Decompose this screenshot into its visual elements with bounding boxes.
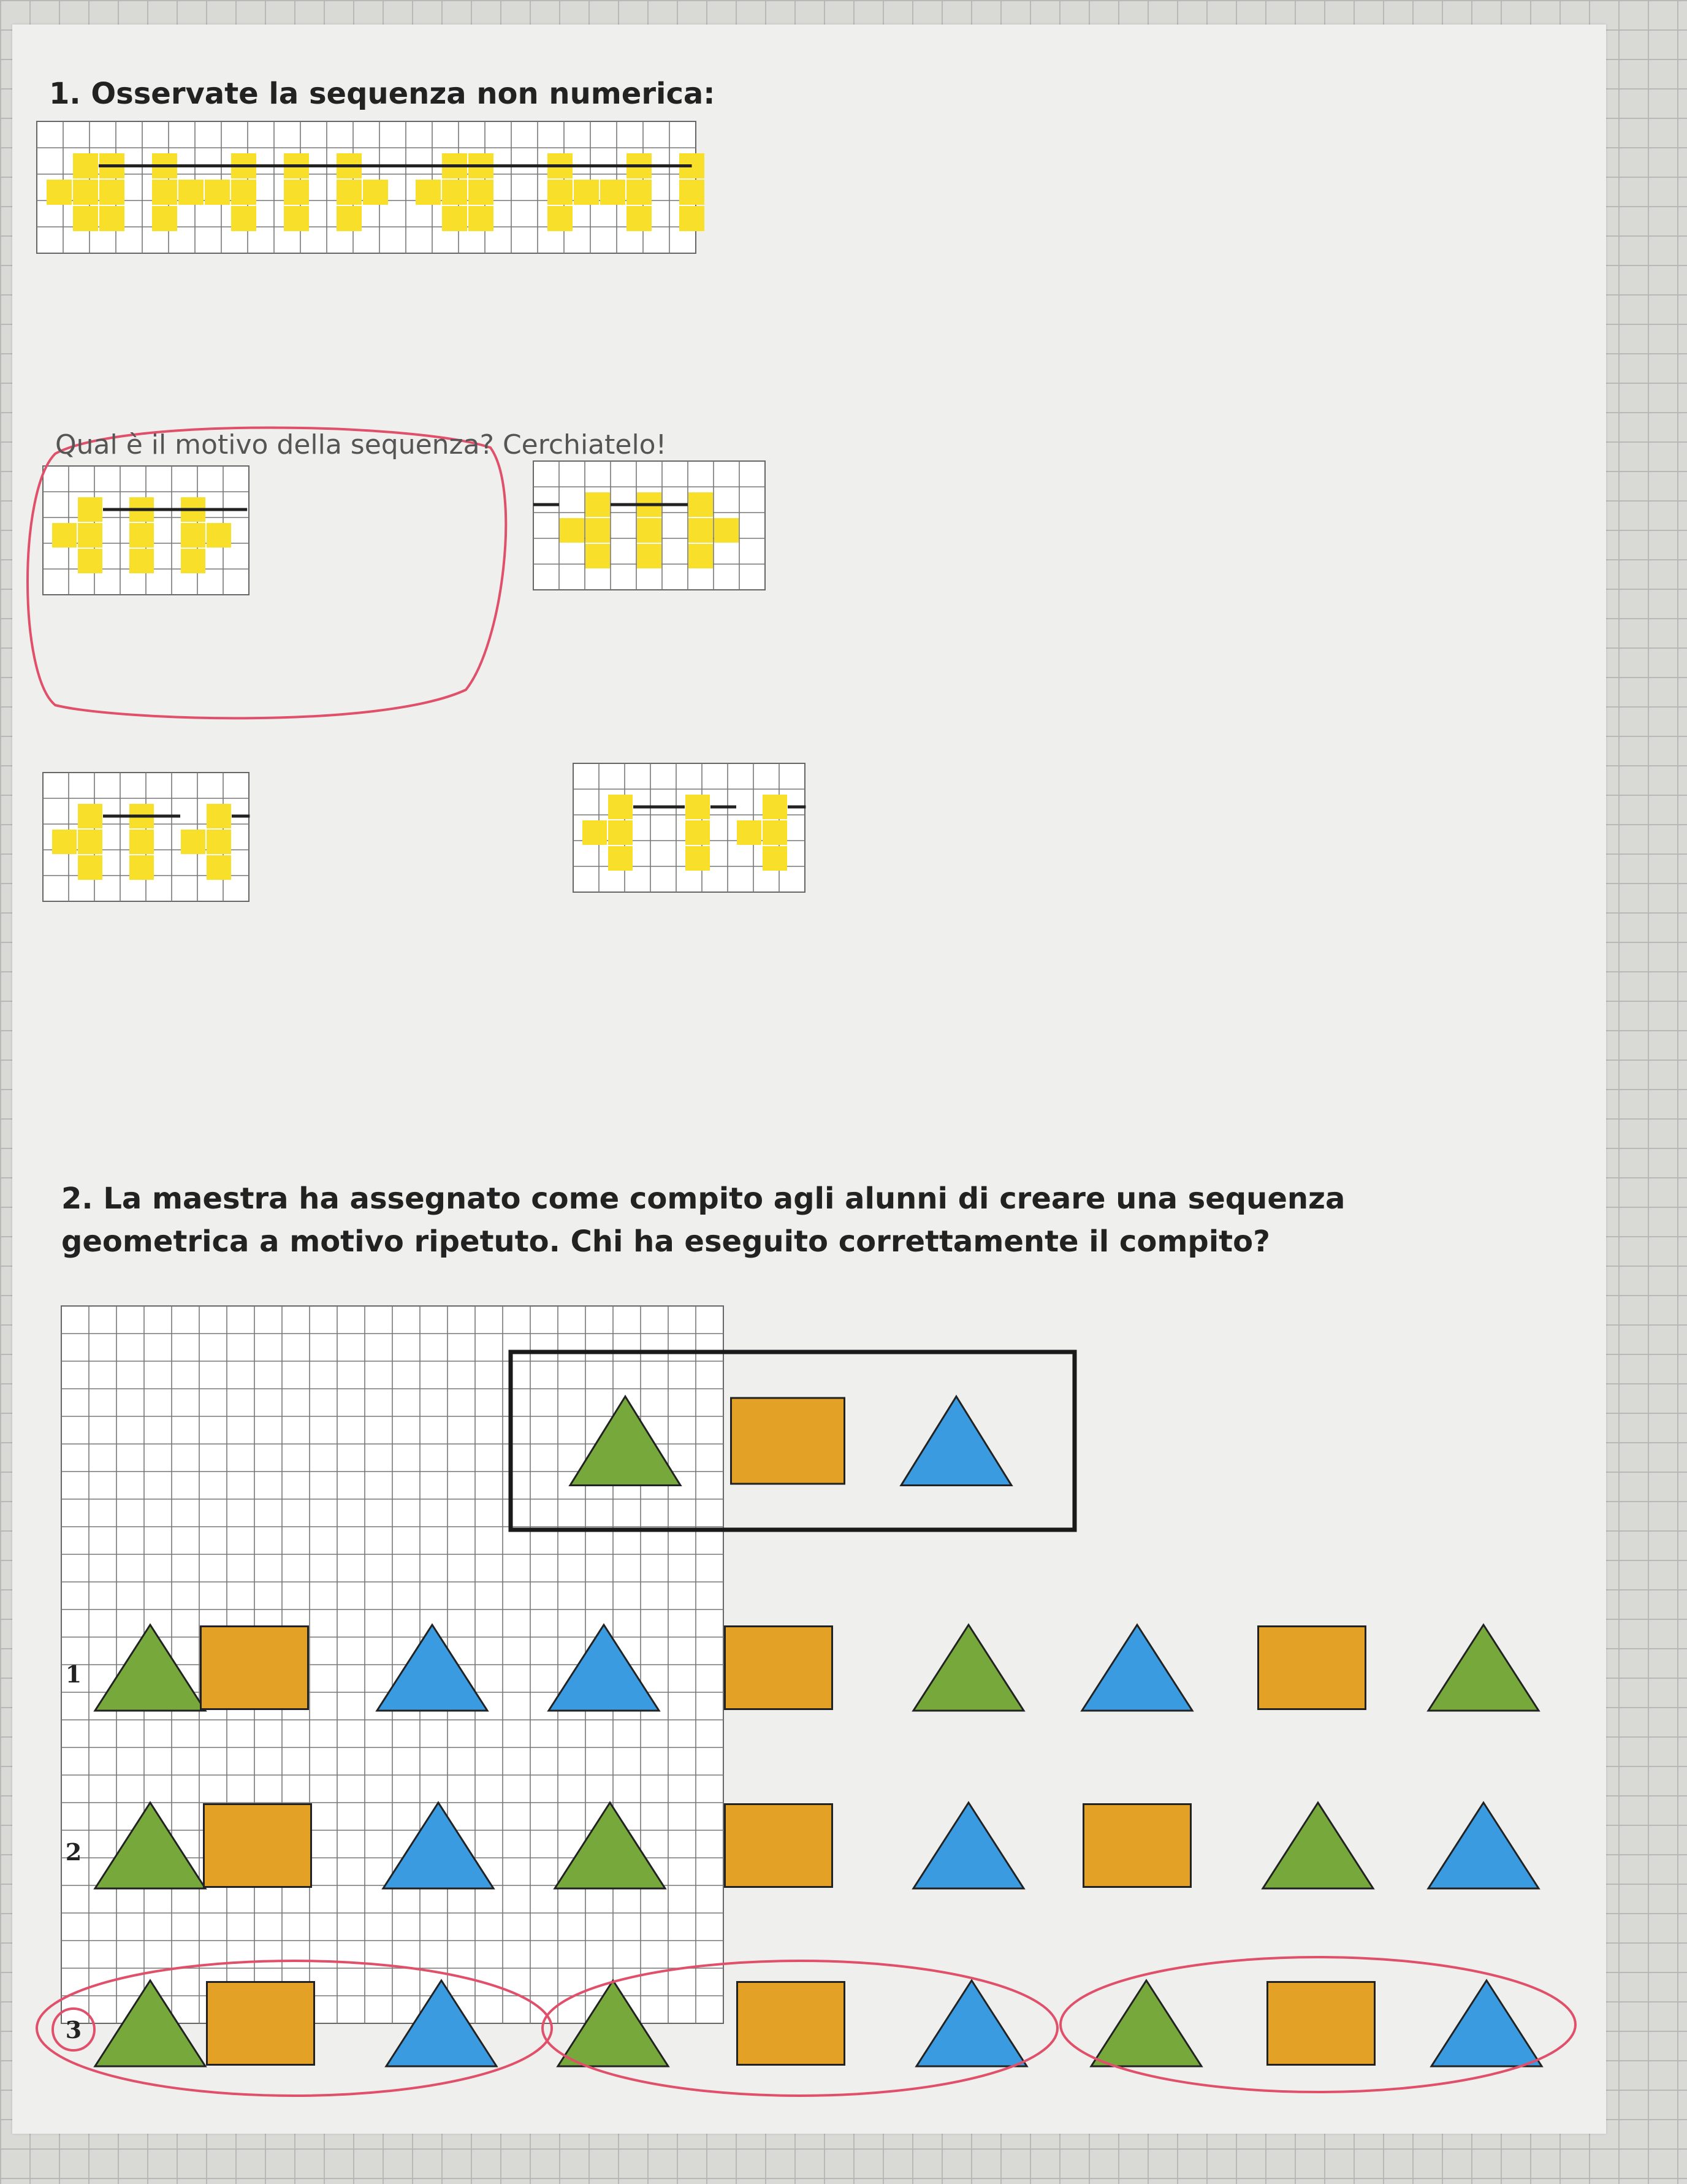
option-d-cell <box>763 820 787 845</box>
main-sequence-cell <box>152 206 177 231</box>
row-number-2: 2 <box>65 1838 82 1866</box>
option-c-cell <box>129 830 154 854</box>
option-b-cell <box>560 518 584 543</box>
option-b-cell <box>688 492 713 517</box>
main-sequence-cell <box>284 180 309 205</box>
option-c-cell <box>129 855 154 880</box>
option-b-cell <box>637 544 661 568</box>
row-3-shape-5-orange-square <box>737 1982 845 2065</box>
option-a-cell <box>181 549 205 573</box>
main-sequence-cell <box>231 206 256 231</box>
option-c-cell <box>207 804 231 828</box>
main-sequence-cell <box>442 206 467 231</box>
main-sequence-cell <box>468 180 493 205</box>
option-b-cell <box>688 518 713 543</box>
main-sequence-cell <box>178 180 204 205</box>
main-sequence-cell <box>600 180 625 205</box>
main-sequence-cell <box>99 206 124 231</box>
question-1-title: 1. Osservate la sequenza non numerica: <box>49 77 715 111</box>
row-2-shape-5-orange-square <box>725 1804 832 1887</box>
main-sequence-cell <box>679 206 704 231</box>
main-sequence-cell <box>442 180 467 205</box>
option-a-cell <box>207 523 231 548</box>
row-number-1: 1 <box>65 1660 82 1688</box>
main-sequence-cell <box>73 206 98 231</box>
model-blue-triangle <box>901 1397 1011 1486</box>
row-2-shape-6-blue-triangle <box>913 1803 1024 1888</box>
row-3-shape-6-blue-triangle <box>916 1980 1027 2066</box>
main-sequence-cell <box>363 180 388 205</box>
option-a-cell <box>78 523 102 548</box>
main-sequence-grid <box>37 121 704 253</box>
main-sequence-cell <box>73 180 98 205</box>
main-sequence-cell <box>416 180 441 205</box>
main-sequence-cell <box>337 180 362 205</box>
row-number-3: 3 <box>65 2016 82 2044</box>
question-2-title-line-1: 2. La maestra ha assegnato come compito agli alunni di creare una sequenza <box>61 1182 1346 1216</box>
row-1-shape-6-green-triangle <box>913 1625 1024 1711</box>
option-d-cell <box>685 846 710 871</box>
option-d-cell <box>685 795 710 819</box>
main-sequence-cell <box>73 153 98 178</box>
main-sequence-cell <box>337 206 362 231</box>
worksheet-page <box>12 25 1606 2134</box>
row-3-shape-7-green-triangle <box>1091 1980 1201 2066</box>
row-2-shape-2-orange-square <box>204 1804 311 1887</box>
option-a-cell <box>78 549 102 573</box>
option-c-cell <box>181 830 205 854</box>
option-c-cell <box>207 830 231 854</box>
row-1-shape-2-orange-square <box>201 1627 308 1709</box>
worksheet-drawing <box>12 25 1606 2134</box>
main-sequence-cell <box>574 180 599 205</box>
row-1-shape-7-blue-triangle <box>1082 1625 1192 1711</box>
option-d-cell <box>763 795 787 819</box>
option-d-cell <box>608 795 633 819</box>
option-d-cell <box>582 820 607 845</box>
main-sequence-cell <box>547 180 573 205</box>
option-a-cell <box>129 549 154 573</box>
main-sequence-cell <box>284 206 309 231</box>
option-b-cell <box>714 518 739 543</box>
option-c-cell <box>207 855 231 880</box>
main-sequence-cell <box>626 206 652 231</box>
row-3-shape-9-blue-triangle <box>1431 1980 1542 2066</box>
option-d-cell <box>608 846 633 871</box>
option-c-cell <box>78 804 102 828</box>
model-orange-square <box>731 1398 845 1484</box>
row-1-shape-9-green-triangle <box>1428 1625 1539 1711</box>
row-3-shape-8-orange-square <box>1268 1982 1375 2065</box>
option-c-cell <box>78 830 102 854</box>
option-d-cell <box>608 820 633 845</box>
row-1-shape-5-orange-square <box>725 1627 832 1709</box>
row-2-shape-8-green-triangle <box>1263 1803 1373 1888</box>
main-sequence-cell <box>231 180 256 205</box>
option-b-cell <box>637 518 661 543</box>
option-c-cell <box>78 855 102 880</box>
option-c-cell <box>52 830 77 854</box>
option-b-cell <box>585 544 610 568</box>
option-b-grid <box>533 461 765 590</box>
option-a-cell <box>52 523 77 548</box>
question-2-title-line-2: geometrica a motivo ripetuto. Chi ha eseguito correttamente il compito? <box>61 1224 1270 1259</box>
main-sequence-cell <box>626 180 652 205</box>
question-1-prompt: Qual è il motivo della sequenza? Cerchiatelo! <box>55 429 667 460</box>
main-sequence-cell <box>205 180 230 205</box>
option-b-cell <box>585 518 610 543</box>
option-a-cell <box>78 497 102 522</box>
option-a-grid <box>43 466 249 595</box>
row-3-shape-2-orange-square <box>207 1982 314 2065</box>
option-d-cell <box>685 820 710 845</box>
option-a-cell <box>129 523 154 548</box>
row-1-shape-8-orange-square <box>1259 1627 1366 1709</box>
main-sequence-cell <box>152 180 177 205</box>
main-sequence-cell <box>679 180 704 205</box>
option-c-grid <box>43 773 249 901</box>
option-d-cell <box>737 820 761 845</box>
main-sequence-cell <box>547 206 573 231</box>
option-b-cell <box>585 492 610 517</box>
row-2-shape-7-orange-square <box>1084 1804 1191 1887</box>
main-sequence-cell <box>468 206 493 231</box>
row-2-shape-9-blue-triangle <box>1428 1803 1539 1888</box>
option-a-cell <box>181 523 205 548</box>
option-b-cell <box>688 544 713 568</box>
main-sequence-cell <box>99 180 124 205</box>
option-d-cell <box>763 846 787 871</box>
main-sequence-cell <box>47 180 72 205</box>
option-d-grid <box>573 763 805 892</box>
